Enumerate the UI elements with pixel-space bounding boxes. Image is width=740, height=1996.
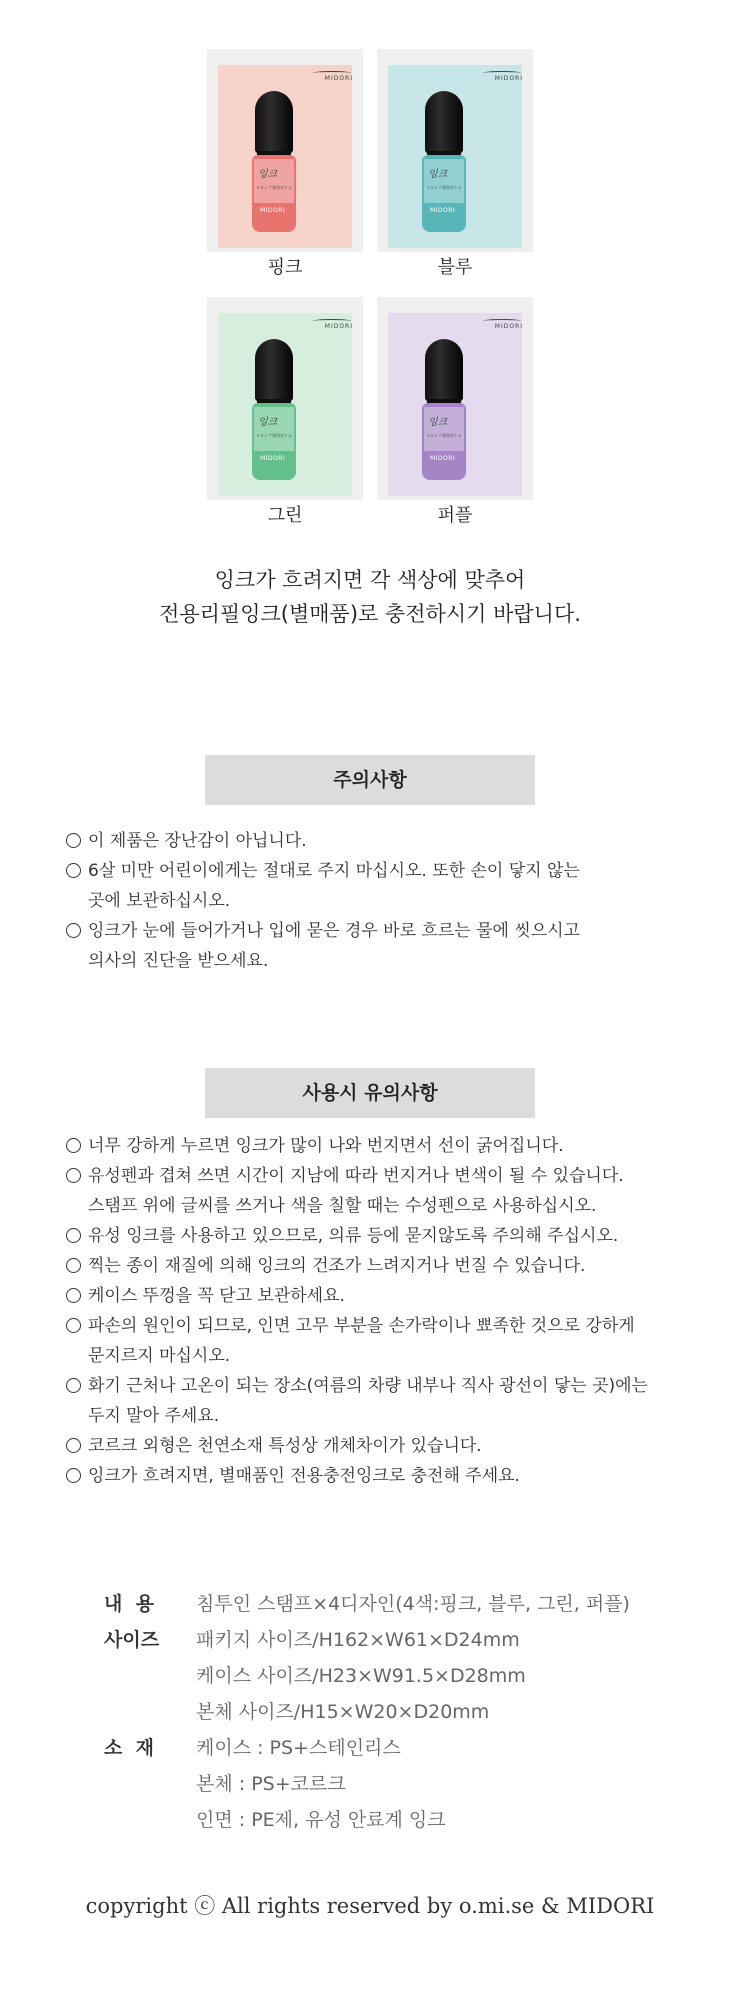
bottle-logo: MIDORI <box>430 207 456 214</box>
circle-bullet-icon <box>66 1228 81 1243</box>
bottle-cap <box>255 339 293 401</box>
refill-notice <box>0 563 740 631</box>
brand-logo: MIDORI <box>324 323 353 330</box>
brand-logo: MIDORI <box>324 75 353 82</box>
circle-bullet-icon <box>66 833 81 848</box>
list-item-text: 의사의 진단을 받으세요. <box>88 951 269 971</box>
circle-bullet-icon <box>66 1378 81 1393</box>
list-item <box>66 1461 706 1491</box>
bottle-cap <box>255 91 293 153</box>
ink-bottle <box>422 339 466 480</box>
circle-bullet-icon <box>66 1168 81 1183</box>
product-card-pink <box>207 49 363 252</box>
bottle-script: 잉크 <box>428 417 448 428</box>
brand-logo: MIDORI <box>494 323 523 330</box>
list-item-text: 곳에 보관하십시오. <box>88 891 231 911</box>
list-item-text: 6살 미만 어린이에게는 절대로 주지 마십시오. 또한 손이 닿지 않는 <box>88 861 580 881</box>
bottle-subtext: スタンプ専用ボトル <box>426 185 462 190</box>
list-item-text: 케이스 뚜껑을 꼭 닫고 보관하세요. <box>88 1286 345 1306</box>
circle-bullet-icon <box>66 923 81 938</box>
circle-bullet-icon <box>66 863 81 878</box>
product-caption-blue: 블루 <box>437 257 473 278</box>
bottle-logo: MIDORI <box>260 455 286 462</box>
spec-value: 본체 사이즈/H15×W20×D20mm <box>196 1701 490 1723</box>
list-item-text: 잉크가 흐려지면, 별매품인 전용충전잉크로 충전해 주세요. <box>88 1466 520 1486</box>
list-item-text: 코르크 외형은 천연소재 특성상 개체차이가 있습니다. <box>88 1436 482 1456</box>
bottle-script: 잉크 <box>258 169 278 180</box>
list-item-text: 이 제품은 장난감이 아닙니다. <box>88 831 307 851</box>
refill-notice-line: 전용리필잉크(별매품)로 충전하시기 바랍니다. <box>159 602 581 626</box>
spec-value: 침투인 스탬프×4디자인(4색:핑크, 블루, 그린, 퍼플) <box>196 1593 630 1615</box>
product-caption-pink: 핑크 <box>267 257 303 278</box>
product-card-blue <box>377 49 533 252</box>
usage-list <box>66 1131 706 1491</box>
spec-value: 패키지 사이즈/H162×W61×D24mm <box>196 1629 520 1651</box>
list-item <box>66 1371 706 1431</box>
ink-bottle <box>252 91 296 232</box>
bottle-logo: MIDORI <box>430 455 456 462</box>
caution-list <box>66 826 706 976</box>
brand-logo: MIDORI <box>494 75 523 82</box>
ink-bottle <box>422 91 466 232</box>
product-caption-purple: 퍼플 <box>437 505 473 526</box>
list-item-text: 문지르지 마십시오. <box>88 1346 231 1366</box>
list-item-text: 유성 잉크를 사용하고 있으므로, 의류 등에 묻지않도록 주의해 주십시오. <box>88 1226 619 1246</box>
spec-value: 케이스 : PS+스테인리스 <box>196 1737 401 1759</box>
refill-notice-line: 잉크가 흐려지면 각 색상에 맞추어 <box>214 568 526 592</box>
list-item <box>66 856 706 916</box>
ink-bottle <box>252 339 296 480</box>
list-item-text: 잉크가 눈에 들어가거나 입에 묻은 경우 바로 흐르는 물에 씻으시고 <box>88 921 581 941</box>
list-item <box>66 1431 706 1461</box>
bottle-subtext: スタンプ専用ボトル <box>256 185 292 190</box>
usage-title: 사용시 유의사항 <box>205 1068 535 1118</box>
spec-value: 케이스 사이즈/H23×W91.5×D28mm <box>196 1665 526 1687</box>
list-item <box>66 916 706 976</box>
spec-value: 본체 : PS+코르크 <box>196 1773 346 1795</box>
list-item-text: 스탬프 위에 글씨를 쓰거나 색을 칠할 때는 수성펜으로 사용하십시오. <box>88 1196 597 1216</box>
caution-title: 주의사항 <box>205 755 535 805</box>
bottle-script: 잉크 <box>258 417 278 428</box>
list-item <box>66 1131 706 1161</box>
spec-value: 인면 : PE제, 유성 안료계 잉크 <box>196 1809 446 1831</box>
bottle-script: 잉크 <box>428 169 448 180</box>
list-item-text: 화기 근처나 고온이 되는 장소(여름의 차량 내부나 직사 광선이 닿는 곳)에는 <box>88 1376 648 1396</box>
spec-key: 사이즈 <box>104 1629 160 1651</box>
spec-key: 소 재 <box>104 1737 154 1759</box>
list-item <box>66 1281 706 1311</box>
bottle-subtext: スタンプ専用ボトル <box>426 433 462 438</box>
circle-bullet-icon <box>66 1438 81 1453</box>
bottle-logo: MIDORI <box>260 207 286 214</box>
copyright-text: copyright ⓒ All rights reserved by o.mi.se & MIDORI <box>85 1894 655 1918</box>
circle-bullet-icon <box>66 1468 81 1483</box>
list-item <box>66 1311 706 1371</box>
product-card-purple <box>377 297 533 500</box>
product-caption-green: 그린 <box>267 505 303 526</box>
bottle-subtext: スタンプ専用ボトル <box>256 433 292 438</box>
bottle-cap <box>425 91 463 153</box>
list-item <box>66 1161 706 1221</box>
bottle-cap <box>425 339 463 401</box>
circle-bullet-icon <box>66 1318 81 1333</box>
circle-bullet-icon <box>66 1138 81 1153</box>
list-item-text: 너무 강하게 누르면 잉크가 많이 나와 번지면서 선이 굵어집니다. <box>88 1136 564 1156</box>
circle-bullet-icon <box>66 1258 81 1273</box>
list-item-text: 유성펜과 겹쳐 쓰면 시간이 지남에 따라 번지거나 변색이 될 수 있습니다. <box>88 1166 624 1186</box>
list-item <box>66 1221 706 1251</box>
list-item-text: 두지 말아 주세요. <box>88 1406 220 1426</box>
product-card-green <box>207 297 363 500</box>
circle-bullet-icon <box>66 1288 81 1303</box>
list-item <box>66 1251 706 1281</box>
spec-key: 내 용 <box>104 1593 154 1615</box>
list-item-text: 파손의 원인이 되므로, 인면 고무 부분을 손가락이나 뾰족한 것으로 강하게 <box>88 1316 635 1336</box>
list-item-text: 찍는 종이 재질에 의해 잉크의 건조가 느려지거나 번질 수 있습니다. <box>88 1256 586 1276</box>
list-item <box>66 826 706 856</box>
